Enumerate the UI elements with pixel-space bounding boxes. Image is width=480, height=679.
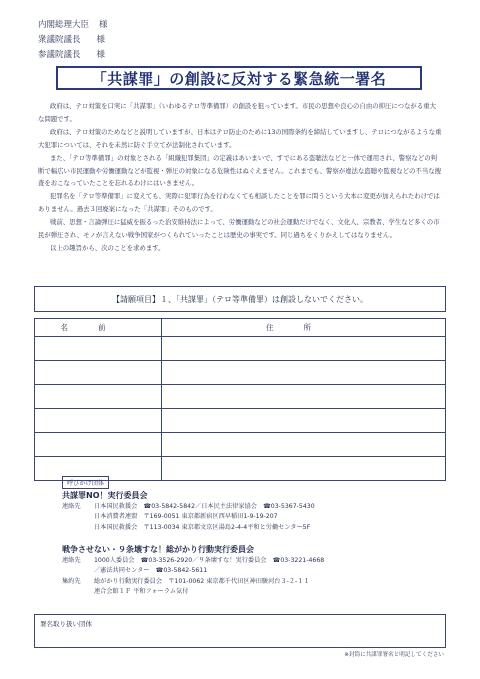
addressee-2: 衆議院議長 様 <box>38 35 106 45</box>
signature-row <box>35 337 446 361</box>
handling-org-label: 署名取り扱い団体 <box>40 620 92 628</box>
name-cell[interactable] <box>35 361 162 385</box>
signature-header-row <box>35 319 446 337</box>
paragraph-6: 以上の趣旨から、次のことを求めます。 <box>50 243 165 252</box>
address-cell[interactable] <box>162 433 446 457</box>
header-address: 住所 <box>162 319 446 337</box>
name-cell[interactable] <box>35 337 162 361</box>
address-cell[interactable] <box>162 385 446 409</box>
org-2-row: 連絡先 1000人委員会 ☎03-3526-2920／９条壊すな！実行委員会 ☎03-3221-4668 <box>62 557 325 564</box>
addressee-3: 参議院議長 様 <box>38 50 106 60</box>
address-cell[interactable] <box>162 409 446 433</box>
org-1-row: 日本消費者連盟 〒169-0051 東京都新宿区西早稲田1-9-19-207 <box>94 513 278 521</box>
org-2-row: 連合会館１Ｆ 平和フォーラム気付 <box>94 588 189 596</box>
name-cell[interactable] <box>35 433 162 457</box>
address-cell[interactable] <box>162 457 446 481</box>
org-label: 呼びかけ団体 <box>62 476 109 489</box>
org-2-name: 戦争させない・９条壊すな！総がかり行動実行委員会 <box>62 545 254 554</box>
org-1 <box>62 489 315 533</box>
signature-row <box>35 361 446 385</box>
name-cell[interactable] <box>35 385 162 409</box>
org-2 <box>62 543 324 598</box>
signature-row <box>35 385 446 409</box>
petition-item: 【請願項目】１、「共謀罪」（テロ等準備罪）は創設しないでください。 <box>34 286 446 312</box>
org-2-row: 集約先 総がかり行動実行委員会 〒101-0062 東京都千代田区神田駿河台３-２-１１ <box>62 577 310 585</box>
org-1-row: 連絡先 日本国民救援会 ☎03-5842-5842／日本民主法律家協会 ☎03-5367-5430 <box>62 503 315 510</box>
footnote: ※封筒に共謀罪署名と明記してください <box>344 652 444 658</box>
handling-org-box[interactable] <box>34 614 446 648</box>
org-1-row: 日本国民救援会 〒113-0034 東京都文京区湯島2-4-4平和と労働センター5F <box>94 523 311 531</box>
addressees <box>38 18 108 63</box>
signature-row <box>35 409 446 433</box>
signature-row <box>35 433 446 457</box>
address-cell[interactable] <box>162 361 446 385</box>
address-cell[interactable] <box>162 337 446 361</box>
org-1-name: 共謀罪NO！実行委員会 <box>62 491 148 500</box>
name-cell[interactable] <box>35 409 162 433</box>
title-box <box>56 66 422 90</box>
header-name: 名前 <box>35 319 162 337</box>
paragraph-2: 政府は、テロ対策のためなどと説明していますが、日本はテロ防止のために13の国際条約を締結していますし、テロにつながるような重大犯罪については、それを未然に防ぐ手立てが法制化されています。 <box>38 127 442 149</box>
paragraph-1: 政府は、テロ対策を口実に「共謀罪」（いわゆるテロ等準備罪）の創設を狙っています。市民の思想や良心の自由の抑圧につながる重大な問題です。 <box>38 102 436 123</box>
org-2-row: ／憲法共同センター ☎03-5842-5611 <box>94 567 208 575</box>
body-text <box>38 100 442 255</box>
page-title: 「共謀罪」の創設に反対する緊急統一署名 <box>91 69 387 88</box>
addressee-1: 内閣総理大臣 様 <box>38 20 108 30</box>
signature-table <box>34 318 446 481</box>
paragraph-3: また、「テロ等準備罪」の対象とされる「組織犯罪集団」の定義はあいまいで、すでにある盗聴法などと一体で運用され、警察などの判断で幅広い市民運動や労働運動などが監視・弾圧の対象になる危険性はぬぐえません。これまでも、警察が違法な盗聴や監視などの不当な捜査をおこなっていたことを忘れるわけにはいきません。 <box>38 153 441 188</box>
paragraph-4: 犯罪名を「テロ等準備罪」に変えても、実際に犯罪行為を行わなくても相談したことを罪に問うという大本に変更が加えられたわけではありません。過去３回廃案になった「共謀罪」そのものです。 <box>38 192 440 214</box>
paragraph-5: 戦前、思想・言論弾圧に猛威を振るった治安維持法によって、労働運動などの社会運動だけでなく、文化人、宗教者、学生など多くの市民が弾圧され、モノが言えない戦争国家がつくられていったことは歴史の事実です。同じ過ちをくりかえしてはなりません。 <box>38 218 440 240</box>
